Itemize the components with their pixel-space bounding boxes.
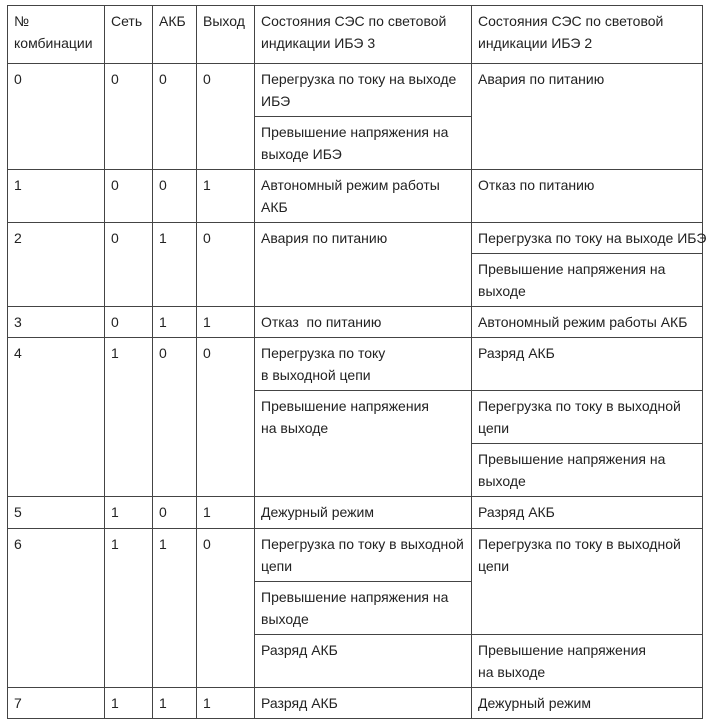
cell-num: 2 [8,223,105,307]
table-row [8,688,703,719]
cell-ibe3: Дежурный режим [255,497,472,529]
cell-ibe3: Автономный режим работы АКБ [255,170,472,223]
cell-akb: 0 [153,64,197,170]
cell-ibe3: Разряд АКБ [255,688,472,719]
document [7,5,707,719]
cell-ibe2: Разряд АКБ [472,497,703,529]
cell-out: 1 [197,170,255,223]
cell-net: 1 [105,338,153,497]
cell-out: 0 [197,64,255,170]
cell-ibe2: Авария по питанию [472,64,703,170]
cell-net: 0 [105,307,153,338]
cell-ibe3: Разряд АКБ [255,635,472,688]
cell-ibe3: Превышение напряжения на выходе [255,391,472,497]
cell-ibe2: Перегрузка по току в выходной цепи [472,529,703,635]
cell-net: 1 [105,688,153,719]
cell-akb: 1 [153,223,197,307]
cell-ibe2: Превышение напряжения на выходе [472,635,703,688]
cell-num: 6 [8,529,105,688]
cell-akb: 0 [153,338,197,497]
cell-ibe3: Превышение напряжения на выходе ИБЭ [255,117,472,170]
cell-ibe2: Отказ по питанию [472,170,703,223]
cell-out: 0 [197,338,255,497]
cell-num: 3 [8,307,105,338]
cell-akb: 0 [153,497,197,529]
cell-ibe3: Превышение напряжения на выходе [255,582,472,635]
table-row [8,170,703,223]
cell-akb: 1 [153,688,197,719]
cell-num: 1 [8,170,105,223]
header-net: Сеть [105,6,153,64]
cell-ibe2: Дежурный режим [472,688,703,719]
cell-ibe2: Разряд АКБ [472,338,703,391]
cell-ibe2: Перегрузка по току на выходе ИБЭ [472,223,703,254]
cell-net: 0 [105,170,153,223]
cell-ibe2: Автономный режим работы АКБ [472,307,703,338]
cell-akb: 1 [153,307,197,338]
cell-net: 1 [105,497,153,529]
table-row [8,307,703,338]
table-header-row [8,6,703,64]
cell-num: 0 [8,64,105,170]
cell-out: 1 [197,497,255,529]
cell-out: 0 [197,529,255,688]
cell-ibe3: Авария по питанию [255,223,472,307]
cell-out: 1 [197,688,255,719]
cell-out: 0 [197,223,255,307]
cell-akb: 1 [153,529,197,688]
cell-ibe3: Перегрузка по току в выходной цепи [255,529,472,582]
table-row [8,338,703,391]
cell-num: 7 [8,688,105,719]
cell-ibe2: Превышение напряжения на выходе [472,254,703,307]
table-row [8,223,703,254]
cell-net: 0 [105,64,153,170]
cell-num: 5 [8,497,105,529]
cell-ibe2: Превышение напряжения на выходе [472,444,703,497]
table-row [8,529,703,582]
header-ibe2-states: Состояния СЭС по световой индикации ИБЭ 2 [472,6,703,64]
table-row [8,64,703,117]
table-row [8,497,703,529]
header-output: Выход [197,6,255,64]
cell-num: 4 [8,338,105,497]
cell-ibe3: Перегрузка по току на выходе ИБЭ [255,64,472,117]
cell-net: 0 [105,223,153,307]
header-akb: АКБ [153,6,197,64]
header-combination-number: № комбинации [8,6,105,64]
combinations-table [7,5,707,719]
cell-ibe3: Отказ по питанию [255,307,472,338]
cell-out: 1 [197,307,255,338]
header-ibe3-states: Состояния СЭС по световой индикации ИБЭ 3 [255,6,472,64]
cell-net: 1 [105,529,153,688]
cell-ibe2: Перегрузка по току в выходной цепи [472,391,703,444]
cell-ibe3: Перегрузка по току в выходной цепи [255,338,472,391]
cell-akb: 0 [153,170,197,223]
